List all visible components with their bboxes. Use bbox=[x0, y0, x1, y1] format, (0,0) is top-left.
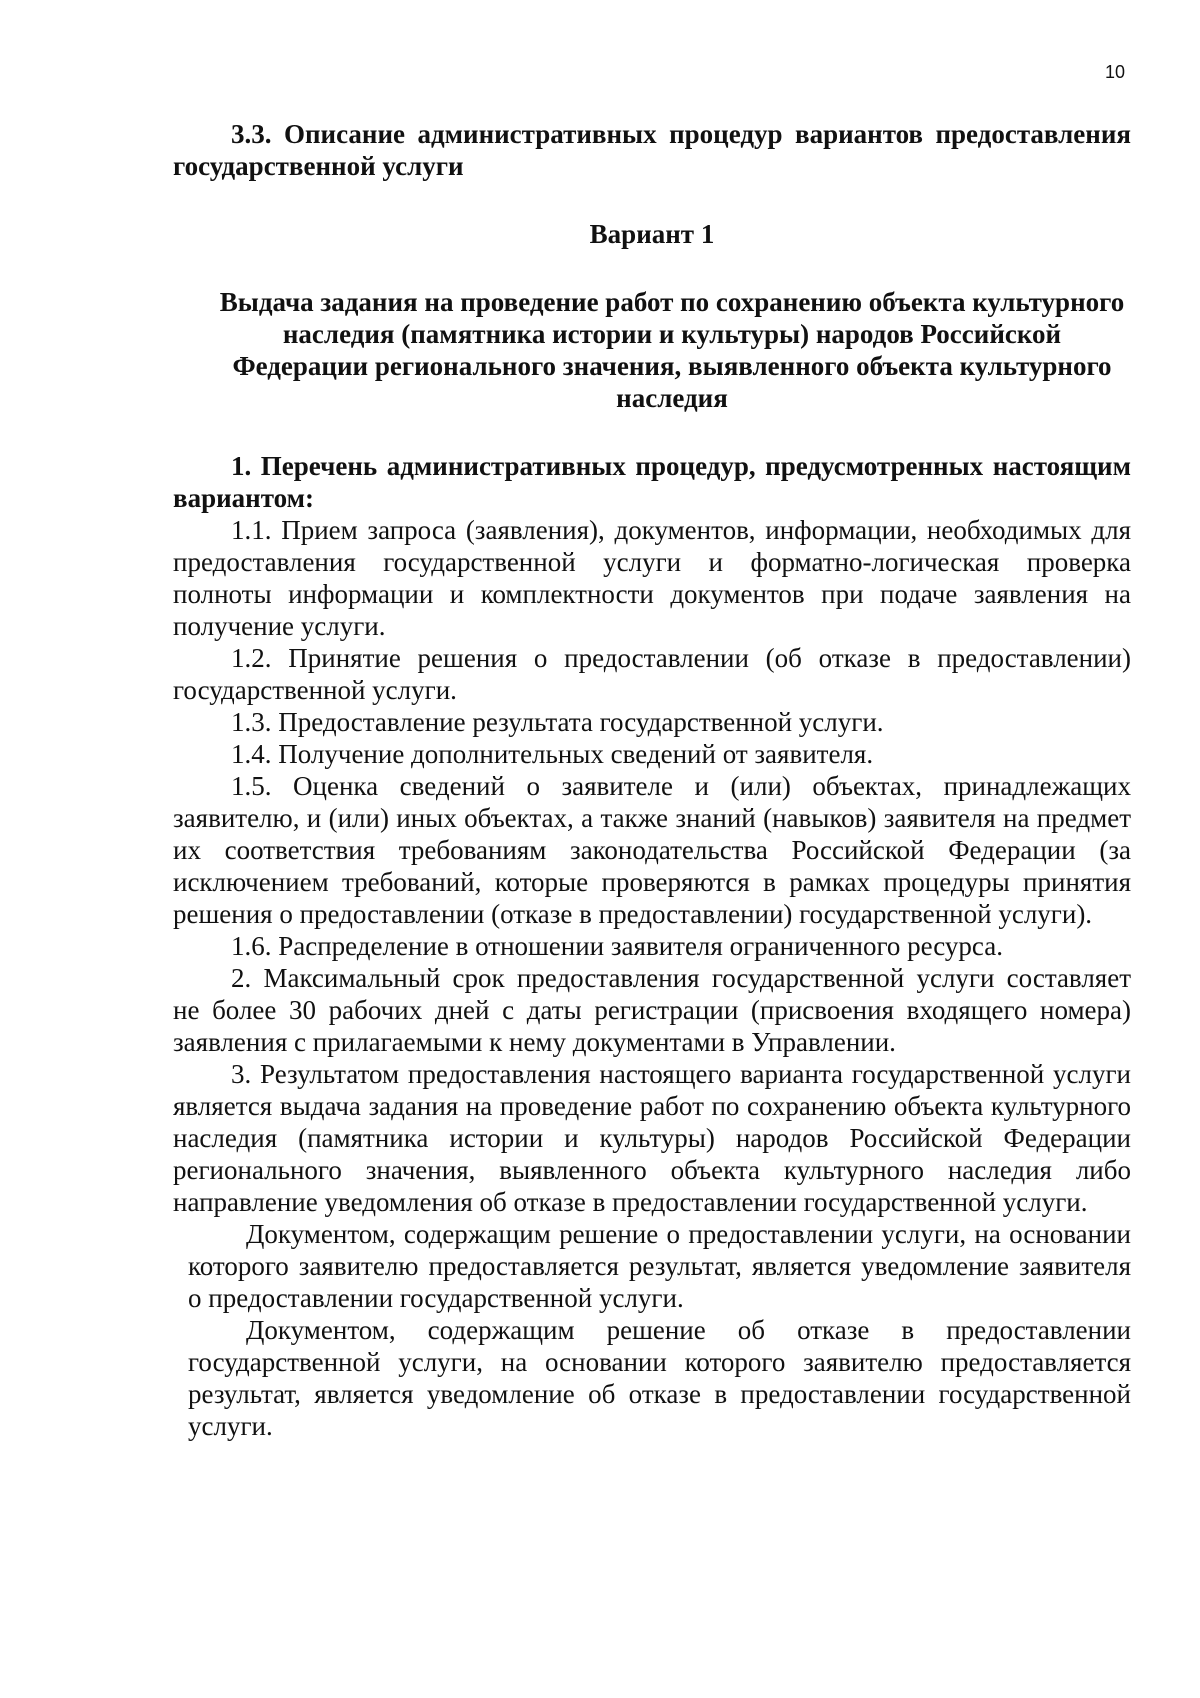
variant-title: Вариант 1 bbox=[589, 219, 715, 249]
list-item: 1.1. Прием запроса (заявления), документов, информации, необходимых для предоставления государственной услуги и форматно-логическая проверка полноты информации и комплектности документов при подаче заявления на получение услуги. bbox=[173, 515, 1131, 641]
page-number: 10 bbox=[1105, 62, 1126, 82]
decision-documents-block bbox=[173, 1218, 1131, 1442]
paragraph-max-term: 2. Максимальный срок предоставления государственной услуги составляет не более 30 рабочих дней с даты регистрации (присвоения входящего номера) заявления с прилагаемыми к нему документами в Управлении. bbox=[173, 963, 1131, 1057]
section-title: 3.3. Описание административных процедур вариантов предоставления государственной услуги bbox=[173, 119, 1131, 181]
procedures-list-heading: 1. Перечень административных процедур, предусмотренных настоящим вариантом: bbox=[173, 451, 1131, 513]
list-item: 1.2. Принятие решения о предоставлении (об отказе в предоставлении) государственной услуги. bbox=[173, 643, 1131, 705]
list-item: 1.3. Предоставление результата государственной услуги. bbox=[231, 707, 884, 737]
procedure-title: Выдача задания на проведение работ по сохранению объекта культурного наследия (памятника истории и культуры) народов Российской Федерации регионального значения, выявленного объекта культурного наследия bbox=[219, 287, 1125, 413]
paragraph-approval-document: Документом, содержащим решение о предоставлении услуги, на основании которого заявителю предоставляется результат, является уведомление заявителя о предоставлении государственной услуги. bbox=[188, 1219, 1131, 1313]
list-item: 1.4. Получение дополнительных сведений от заявителя. bbox=[231, 739, 874, 769]
page-content bbox=[173, 118, 1131, 1442]
list-item: 1.5. Оценка сведений о заявителе и (или) объектах, принадлежащих заявителю, и (или) иных объектах, а также знаний (навыков) заявителя на предмет их соответствия требованиям законодательства Российской Федерации (за исключением требований, которые проверяются в рамках процедуры принятия решения о предоставлении (отказе в предоставлении) государственной услуги). bbox=[173, 771, 1131, 929]
list-item: 1.6. Распределение в отношении заявителя ограниченного ресурса. bbox=[231, 931, 1003, 961]
paragraph-refusal-document: Документом, содержащим решение об отказе в предоставлении государственной услуги, на основании которого заявителю предоставляется результат, является уведомление об отказе в предоставлении государственной услуги. bbox=[188, 1315, 1131, 1441]
paragraph-result: 3. Результатом предоставления настоящего варианта государственной услуги является выдача задания на проведение работ по сохранению объекта культурного наследия (памятника истории и культуры) народов Российской Федерации регионального значения, выявленного объекта культурного наследия либо направление уведомления об отказе в предоставлении государственной услуги. bbox=[173, 1059, 1131, 1217]
